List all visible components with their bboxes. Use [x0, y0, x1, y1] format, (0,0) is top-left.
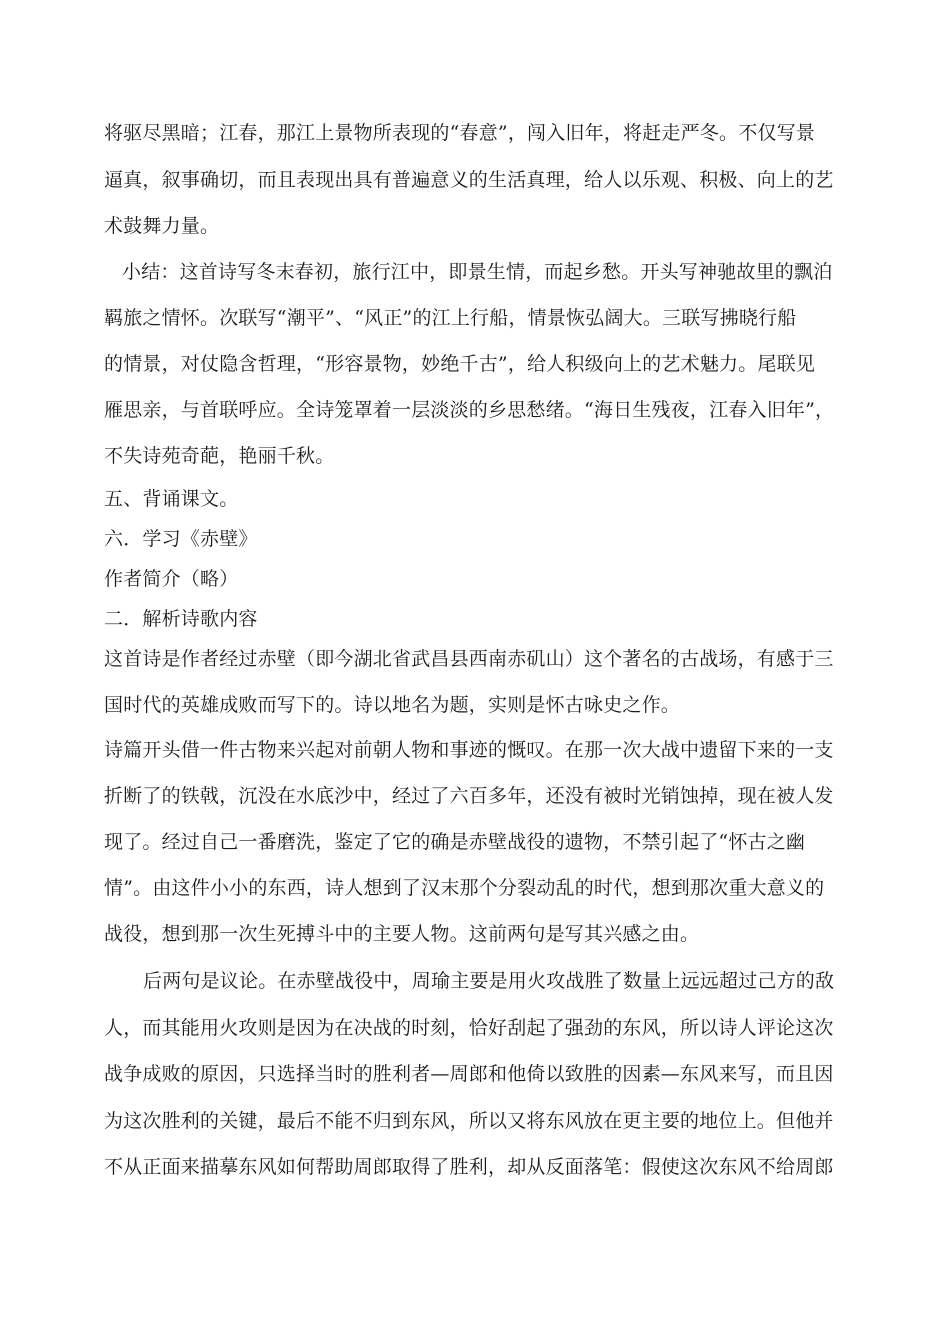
- section-heading: 五、背诵课文。: [104, 488, 239, 510]
- section-heading: 六．学习《赤壁》: [104, 528, 258, 550]
- text-line: 国时代的英雄成败而写下的。诗以地名为题，实则是怀古咏史之作。: [104, 694, 681, 716]
- summary-line: 羁旅之情怀。次联写“潮平”、“风正”的江上行船，情景恢弘阔大。三联写拂晓行船: [104, 307, 797, 329]
- text-line: 人，而其能用火攻则是因为在决战的时刻，恰好刮起了强劲的东风，所以诗人评论这次: [104, 1017, 834, 1039]
- text-line: 战争成败的原因，只选择当时的胜利者—周郎和他倚以致胜的因素—东风来写，而且因: [104, 1063, 834, 1085]
- text-line: 这首诗是作者经过赤壁（即今湖北省武昌县西南赤矶山）这个著名的古战场，有感于三: [104, 648, 834, 670]
- text-line: 后两句是议论。在赤壁战役中，周瑜主要是用火攻战胜了数量上远远超过己方的敌: [143, 970, 835, 992]
- text-line: 将驱尽黑暗；江春，那江上景物所表现的“春意”，闯入旧年，将赶走严冬。不仅写景: [104, 122, 816, 144]
- summary-line: 小结：这首诗写冬末春初，旅行江中，即景生情，而起乡愁。开头写神驰故里的飘泊: [122, 261, 833, 283]
- text-line: 战役，想到那一次生死搏斗中的主要人物。这前两句是写其兴感之由。: [104, 923, 700, 945]
- section-heading: 作者简介（略）: [104, 568, 239, 590]
- text-line: 逼真，叙事确切，而且表现出具有普遍意义的生活真理，给人以乐观、积极、向上的艺: [104, 169, 834, 191]
- text-line: 术鼓舞力量。: [104, 215, 220, 237]
- summary-line: 雁思亲，与首联呼应。全诗笼罩着一层淡淡的乡思愁绪。“海日生残夜，江春入旧年”，: [104, 399, 835, 421]
- text-line: 情”。由这件小小的东西，诗人想到了汉末那个分裂动乱的时代，想到那次重大意义的: [104, 877, 825, 899]
- text-line: 折断了的铁戟，沉没在水底沙中，经过了六百多年，还没有被时光销蚀掉，现在被人发: [104, 785, 834, 807]
- section-heading: 二．解析诗歌内容: [104, 608, 258, 630]
- text-line: 为这次胜利的关键，最后不能不归到东风，所以又将东风放在更主要的地位上。但他并: [104, 1110, 834, 1132]
- text-line: 不从正面来描摹东风如何帮助周郎取得了胜利，却从反面落笔：假使这次东风不给周郎: [104, 1156, 834, 1178]
- summary-line: 不失诗苑奇葩，艳丽千秋。: [104, 445, 335, 467]
- text-line: 现了。经过自己一番磨洗，鉴定了它的确是赤壁战役的遗物，不禁引起了“怀古之幽: [104, 831, 806, 853]
- summary-line: 的情景，对仗隐含哲理，“形容景物，妙绝千古”，给人积级向上的艺术魅力。尾联见: [104, 353, 816, 375]
- text-line: 诗篇开头借一件古物来兴起对前朝人物和事迹的慨叹。在那一次大战中遗留下来的一支: [104, 739, 834, 761]
